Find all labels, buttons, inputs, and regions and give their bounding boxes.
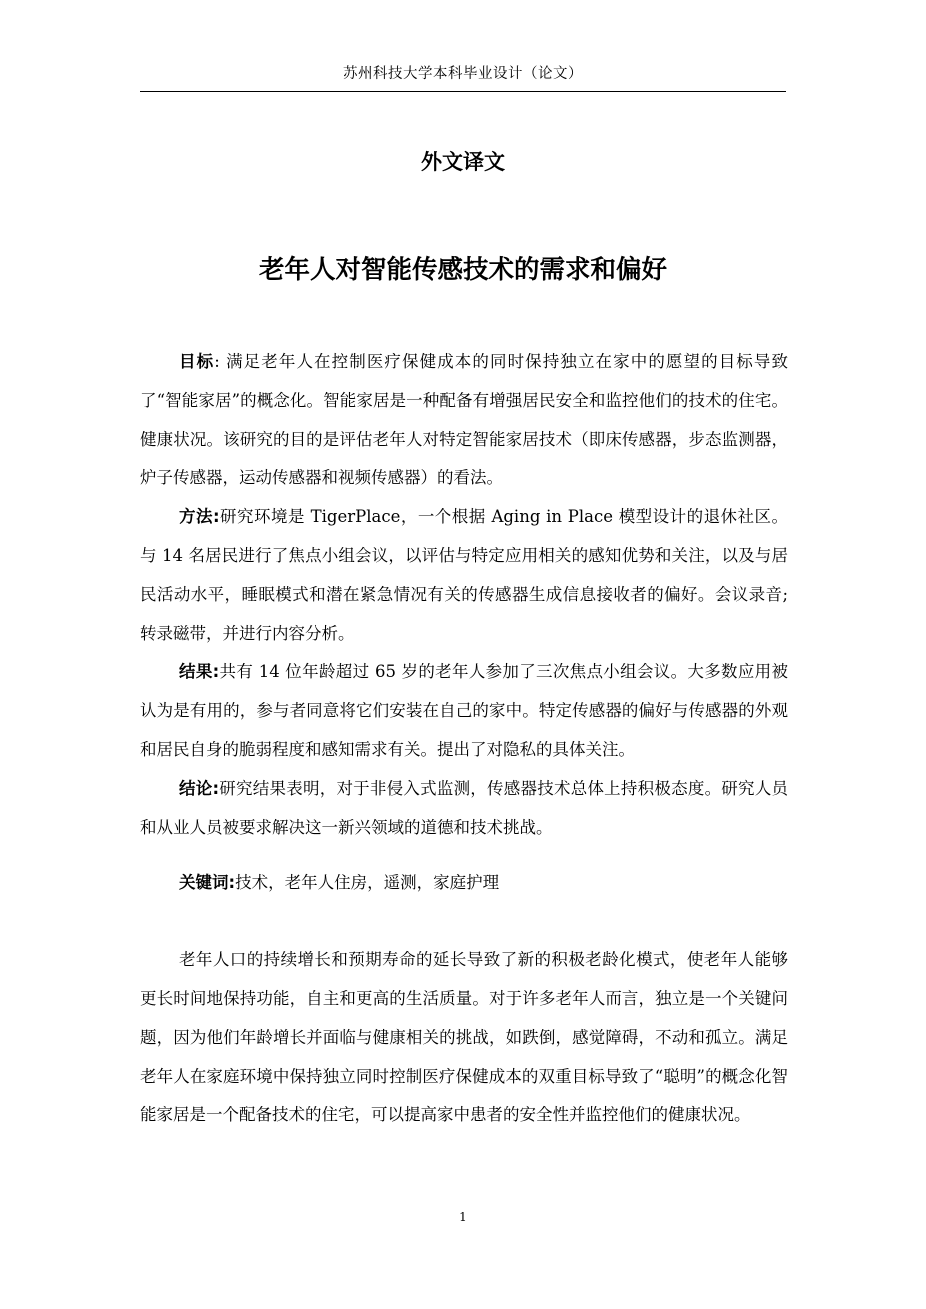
abstract-conclusion: [140, 770, 788, 848]
conclusion-label: 结论:: [179, 778, 220, 798]
paper-title: 老年人对智能传感技术的需求和偏好: [258, 255, 667, 285]
keywords-label: 关键词:: [179, 873, 236, 893]
abstract-objective: [140, 343, 788, 498]
page-number: 1: [459, 1210, 467, 1224]
methods-text: 研究环境是 TigerPlace，一个根据 Aging in Place 模型设计的退休社区。与 14 名居民进行了焦点小组会议，以评估与特定应用相关的感知优势和关注，以及与居民活动水平，睡眠模式和潜在紧急情况有关的传感器生成信息接收者的偏好。会议录音;转录磁带，并进行内容分析。: [140, 507, 788, 643]
running-header: 苏州科技大学本科毕业设计（论文）: [343, 66, 583, 82]
objective-text: : 满足老年人在控制医疗保健成本的同时保持独立在家中的愿望的目标导致了“智能家居”的概念化。智能家居是一种配备有增强居民安全和监控他们的技术的住宅。健康状况。该研究的目的是评估老年人对特定智能家居技术（即床传感器，步态监测器，炉子传感器，运动传感器和视频传感器）的看法。: [140, 352, 788, 488]
intro-paragraph: 老年人口的持续增长和预期寿命的延长导致了新的积极老龄化模式，使老年人能够更长时间地保持功能，自主和更高的生活质量。对于许多老年人而言，独立是一个关键问题，因为他们年龄增长并面临与健康相关的挑战，如跌倒，感觉障碍，不动和孤立。满足老年人在家庭环境中保持独立同时控制医疗保健成本的双重目标导致了“聪明”的概念化智能家居是一个配备技术的住宅，可以提高家中患者的安全性并监控他们的健康状况。: [140, 950, 788, 1125]
keywords-text: 技术，老年人住房，遥测，家庭护理: [235, 873, 500, 893]
body-text: [140, 343, 788, 1135]
section-title: 外文译文: [421, 150, 505, 174]
abstract-results: [140, 653, 788, 769]
header-rule: [140, 91, 786, 92]
results-label: 结果:: [179, 662, 220, 682]
keywords: [140, 864, 788, 903]
methods-label: 方法:: [179, 507, 220, 527]
conclusion-text: 研究结果表明，对于非侵入式监测，传感器技术总体上持积极态度。研究人员和从业人员被要求解决这一新兴领域的道德和技术挑战。: [140, 778, 789, 837]
results-text: 共有 14 位年龄超过 65 岁的老年人参加了三次焦点小组会议。大多数应用被认为是有用的，参与者同意将它们安装在自己的家中。特定传感器的偏好与传感器的外观和居民自身的脆弱程度和感知需求有关。提出了对隐私的具体关注。: [140, 662, 788, 759]
objective-label: 目标: [179, 352, 215, 371]
abstract-methods: [140, 498, 788, 653]
